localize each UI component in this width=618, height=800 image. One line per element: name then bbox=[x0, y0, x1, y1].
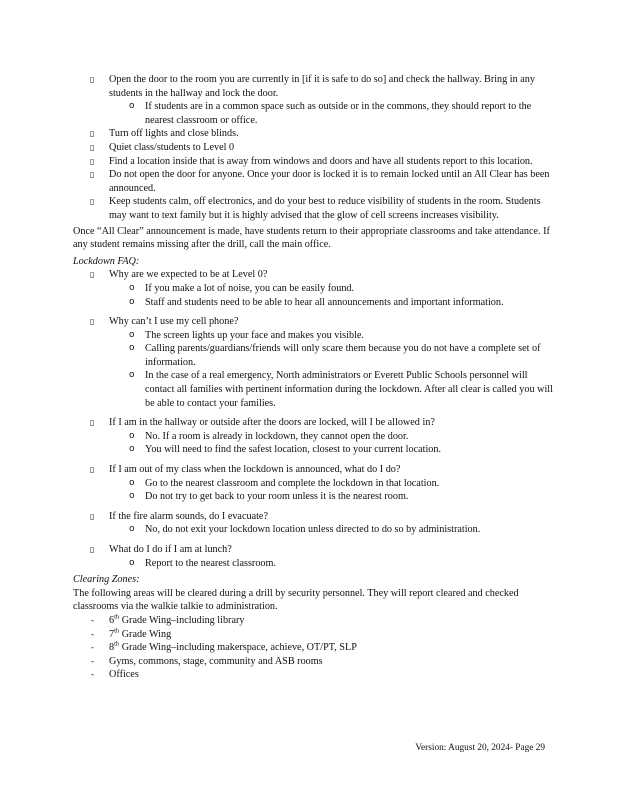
faq-answer: o Staff and students need to be able to hear all announcements and important information. bbox=[129, 296, 504, 308]
faq-question: ▯ Why are we expected to be at Level 0? bbox=[90, 269, 268, 281]
bullet-icon: ▯ bbox=[90, 465, 95, 475]
clearing-zones-intro: The following areas will be cleared during a drill by security personnel. They will report cleared and checked classrooms via the walkie talkie to administration. bbox=[73, 587, 519, 613]
dash-bullet-icon: - bbox=[91, 669, 94, 680]
zone-item: - Gyms, commons, stage, community and ASB rooms bbox=[91, 655, 323, 667]
dash-bullet-icon: - bbox=[91, 655, 94, 666]
faq-answer: o If you make a lot of noise, you can be easily found. bbox=[129, 282, 355, 294]
circle-bullet-icon: o bbox=[129, 557, 135, 568]
faq-question: ▯ If the fire alarm sounds, do I evacuate? bbox=[90, 510, 268, 522]
faq-answer: o No. If a room is already in lockdown, they cannot open the door. bbox=[129, 430, 409, 442]
circle-bullet-icon: o bbox=[129, 329, 135, 340]
list-item: ▯ Keep students calm, off electronics, and do your best to reduce visibility of students in the room. Students may want to text family but it is highly advised that the glow of cell screens increases visibility. bbox=[90, 196, 541, 221]
circle-bullet-icon: o bbox=[129, 296, 135, 307]
faq-question: ▯ Why can’t I use my cell phone? bbox=[90, 316, 239, 328]
bullet-icon: ▯ bbox=[90, 75, 95, 84]
faq-answer: o Go to the nearest classroom and complete the lockdown in that location. bbox=[129, 477, 440, 489]
circle-bullet-icon: o bbox=[129, 370, 135, 381]
circle-bullet-icon: o bbox=[129, 444, 135, 455]
clearing-zones-heading: Clearing Zones: bbox=[73, 574, 140, 586]
faq-answer: o Do not try to get back to your room unless it is the nearest room. bbox=[129, 491, 409, 503]
bullet-icon: ▯ bbox=[90, 142, 95, 152]
dash-bullet-icon: - bbox=[91, 642, 94, 653]
zone-item: - 8th Grade Wing–including makerspace, achieve, OT/PT, SLP bbox=[91, 640, 357, 654]
list-item: ▯ Quiet class/students to Level 0 bbox=[90, 141, 235, 153]
faq-question: ▯ If I am in the hallway or outside after the doors are locked, will I be allowed in? bbox=[90, 417, 435, 429]
faq-answer: o The screen lights up your face and makes you visible. bbox=[129, 329, 364, 341]
circle-bullet-icon: o bbox=[129, 343, 135, 354]
list-item: ▯ Turn off lights and close blinds. bbox=[90, 128, 239, 140]
page-content bbox=[73, 73, 553, 682]
list-item: ▯ Do not open the door for anyone. Once your door is locked it is to remain locked until an All Clear has been announced. bbox=[90, 169, 550, 194]
faq-answer: o No, do not exit your lockdown location unless directed to do so by administration. bbox=[129, 524, 481, 536]
list-item: ▯ Open the door to the room you are currently in [if it is safe to do so] and check the hallway. Bring in any students in the hallway and lock the door. bbox=[90, 74, 535, 99]
circle-bullet-icon: o bbox=[129, 101, 135, 112]
faq-question: ▯ If I am out of my class when the lockdown is announced, what do I do? bbox=[90, 464, 401, 476]
bullet-icon: ▯ bbox=[90, 270, 95, 280]
bullet-icon: ▯ bbox=[90, 197, 95, 207]
circle-bullet-icon: o bbox=[129, 491, 135, 502]
dash-bullet-icon: - bbox=[91, 628, 94, 639]
zone-item: - 7th Grade Wing bbox=[91, 627, 172, 640]
faq-heading: Lockdown FAQ: bbox=[73, 255, 140, 267]
list-item: ▯ Find a location inside that is away from windows and doors and have all students report to this location. bbox=[90, 155, 533, 167]
bullet-icon: ▯ bbox=[90, 170, 95, 180]
bullet-icon: ▯ bbox=[90, 317, 95, 327]
circle-bullet-icon: o bbox=[129, 524, 135, 535]
page-footer: Version: August 20, 2024- Page 29 bbox=[415, 743, 545, 753]
bullet-icon: ▯ bbox=[90, 511, 95, 521]
circle-bullet-icon: o bbox=[129, 282, 135, 293]
faq-answer: o In the case of a real emergency, North administrators or Everett Public Schools personnel will contact all families with pertinent information during the lockdown. After all clear is called you will be able to contact your families. bbox=[129, 370, 553, 409]
bullet-icon: ▯ bbox=[90, 418, 95, 428]
faq-answer: o You will need to find the safest location, closest to your current location. bbox=[129, 444, 442, 456]
faq-answer: o Calling parents/guardians/friends will only scare them because you do not have a complete set of information. bbox=[129, 343, 541, 368]
bullet-icon: ▯ bbox=[90, 129, 95, 139]
bullet-icon: ▯ bbox=[90, 545, 95, 554]
dash-bullet-icon: - bbox=[91, 614, 94, 625]
list-item: o If students are in a common space such as outside or in the commons, they should report to the nearest classroom or office. bbox=[129, 101, 532, 126]
circle-bullet-icon: o bbox=[129, 430, 135, 441]
faq-question: ▯ What do I do if I am at lunch? bbox=[90, 544, 232, 555]
faq-answer: o Report to the nearest classroom. bbox=[129, 557, 276, 569]
circle-bullet-icon: o bbox=[129, 477, 135, 488]
zone-item: - 6th Grade Wing–including library bbox=[91, 613, 245, 626]
zone-item: - Offices bbox=[91, 669, 139, 681]
bullet-icon: ▯ bbox=[90, 156, 95, 166]
all-clear-paragraph: Once “All Clear” announcement is made, have students return to their appropriate classrooms and take attendance. If any student remains missing after the drill, call the main office. bbox=[73, 225, 550, 251]
